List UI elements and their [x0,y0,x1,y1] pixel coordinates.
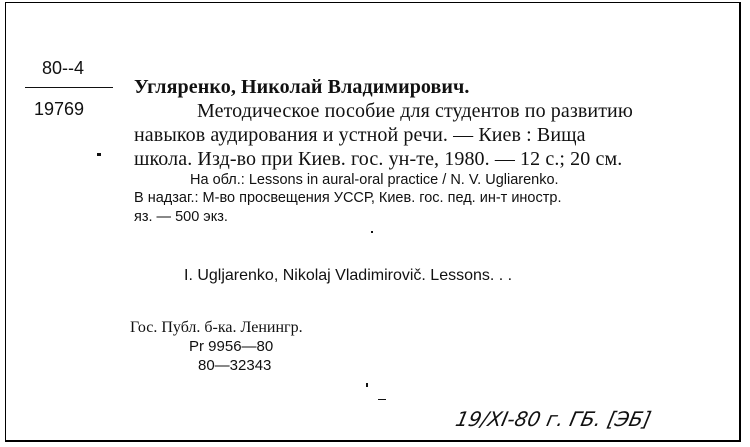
author-heading: Угляренко, Николай Владимирович. [134,76,470,98]
class-number-rule [25,87,113,88]
library-line: Гос. Публ. б-ка. Ленингр. [130,319,303,336]
library-line: Pr 9956—80 [189,338,274,355]
note-line: В надзаг.: М-во просвещения УССР, Киев. гос. пед. ин-т иностр. [134,190,562,206]
catalog-card [5,2,741,442]
body-line: школа. Изд-во при Киев. гос. ун-те, 1980. — 12 с.; 20 см. [134,148,623,170]
call-number: 19769 [34,99,85,119]
mark-dot [97,153,101,156]
tracing-line: I. Ugljarenko, Nikolaj Vladimirovič. Lessons. . . [184,267,513,284]
speck [366,383,368,387]
speck [371,231,373,233]
class-number: 80--4 [42,58,85,78]
library-line: 80—32343 [198,357,272,374]
note-line: яз. — 500 экз. [134,209,228,225]
handwritten-date-note: 19/XI-80 г. ГБ. [ЭБ] [453,407,654,431]
body-line: навыков аудирования и устной речи. — Киев : Вища [134,124,586,146]
body-line: Методическое пособие для студентов по развитию [197,100,633,122]
note-line: На обл.: Lessons in aural-oral practice / N. V. Ugliarenko. [190,172,559,188]
speck [378,399,386,400]
